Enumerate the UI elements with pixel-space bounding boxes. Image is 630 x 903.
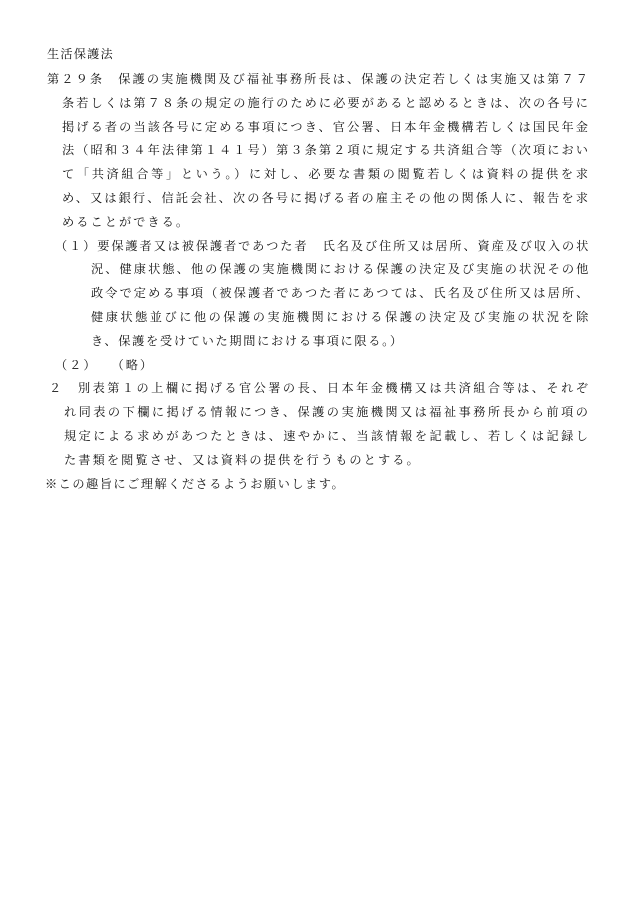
- item-1-number: （１）: [55, 238, 98, 253]
- item-2-number: （２）: [55, 357, 98, 372]
- item-1-text: 氏名及び住所又は居所、資産及び収入の状況、健康状態、他の保護の実施機関における保護の決定及び実施の状況その他政令で定める事項（被保護者であつた者にあつては、氏名及び住所又は居所、健康状態並びに他の保護の実施機関における保護の決定及び実施の状況を除き、保護を受けていた期間における事項に限る。）: [91, 238, 590, 348]
- item-1: [55, 235, 590, 354]
- article-number: 第２９条: [47, 72, 105, 86]
- item-2-text: （略）: [111, 357, 155, 372]
- closing-note: ※この趣旨にご理解くださるようお願いします。: [45, 476, 346, 491]
- item-1-subject: 要保護者又は被保護者であつた者: [97, 238, 309, 253]
- clause-2-number: ２: [49, 381, 64, 396]
- law-title: 生活保護法: [47, 47, 114, 61]
- article-29: [47, 68, 590, 235]
- item-2: [55, 354, 590, 378]
- clause-2-text: 別表第１の上欄に掲げる官公署の長、日本年金機構又は共済組合等は、それぞれ同表の下欄に掲げる情報につき、保護の実施機関又は福祉事務所長から前項の規定による求めがあつたときは、速やかに、当該情報を記載し、若しくは記録した書類を閲覧させ、又は資料の提供を行うものとする。: [64, 381, 590, 467]
- clause-2: [49, 377, 590, 472]
- article-text: 保護の実施機関及び福祉事務所長は、保護の決定若しくは実施又は第７７条若しくは第７８条の規定の施行のために必要があると認めるときは、次の各号に掲げる者の当該各号に定める事項につき、官公署、日本年金機構若しくは国民年金法（昭和３４年法律第１４１号）第３条第２項に規定する共済組合等（次項において「共済組合等」という。）に対し、必要な書類の閲覧若しくは資料の提供を求め、又は銀行、信託会社、次の各号に掲げる者の雇主その他の関係人に、報告を求めることができる。: [62, 72, 591, 229]
